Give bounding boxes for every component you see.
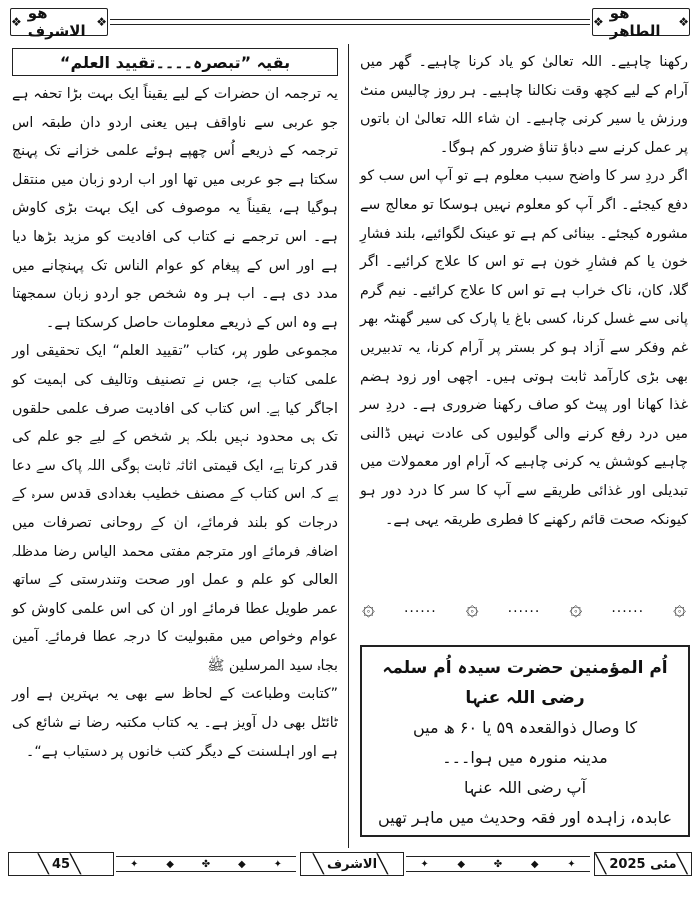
paragraph: مجموعی طور پر، کتاب ”تقیید العلم“ ایک تحقیقی اور علمی کتاب ہے، جس نے تصنیف وتالیف کی اہمیت کو اجاگر کیا ہے۔ اس کتاب کی افادیت صرف علمی حلقوں تک ہی محدود نہیں بلکہ ہر شخص کے لیے جو علم کی قدر کرتا ہے، ایک قیمتی اثاثہ ثابت ہوگی اللہ پاک سے دعا ہے کہ اس کتاب کے مصنف خطیب بغدادی قدس سرہ کے درجات کو بلند فرمائے، ان کے روحانی تصرفات میں اضافہ فرمائے اور مترجم مفتی محمد الیاس رضا مدظلہ العالی کو علم و عمل اور صحت وتندرستی کے ساتھ عمر طویل عطا فرمائے اور ان کی اس علمی کاوش کو عوام وخواص میں مقبولیت کا درجہ عطا فرمائے۔ آمین بجاہ سید المرسلین ﷺ <box>12 343 338 674</box>
issue-date-box <box>594 852 692 876</box>
info-box-line: آپ رضی اللہ عنہا <box>463 778 587 797</box>
ornament-icon: ✦ <box>273 858 283 870</box>
info-box-line: کا وصال ذوالقعدہ ۵۹ یا ۶۰ ھ میں <box>412 718 638 737</box>
page-header <box>10 4 690 40</box>
info-box <box>360 645 690 837</box>
dots: ...... <box>611 600 645 616</box>
header-double-rule <box>110 19 590 25</box>
issue-date: مئی 2025 <box>609 856 677 872</box>
column-divider <box>348 44 349 848</box>
slash-ornament: ╲ <box>37 853 49 875</box>
rosette-icon: ۞ <box>569 595 583 621</box>
paragraph: یہ ترجمہ ان حضرات کے لیے یقیناً ایک بہت بڑا تحفہ ہے جو عربی سے ناواقف ہیں یعنی اردو دان طبقہ اس ترجمہ کے ذریعے اُس چھپے ہوئے علمی خزانے تک پہنچ سکتا ہے جو عربی میں تھا اور اب اردو زبان میں منتقل ہوگیا ہے، یقیناً یہ موصوف کی ایک بہت بڑی کاوش ہے۔ اس ترجمے نے کتاب کی افادیت کو مزید بڑھا دیا ہے اور اس کے پیغام کو عوام الناس تک پہنچانے میں مدد دی ہے۔ اب ہر وہ شخص جو اردو زبان سمجھتا ہے وہ اس کے ذریعے معلومات حاصل کرسکتا ہے۔ <box>12 86 338 331</box>
page-number-box <box>8 852 114 876</box>
dots: ...... <box>507 600 541 616</box>
page-number: 45 <box>51 856 71 872</box>
ornament-icon: ❖ <box>11 15 22 29</box>
ornament-icon: ◆ <box>530 858 539 870</box>
ornament-icon: ✦ <box>567 858 576 870</box>
ornament-icon: ◆ <box>166 858 174 870</box>
footer-ornament-rule <box>406 856 590 872</box>
rosette-icon: ۞ <box>465 595 479 621</box>
ornament-icon: ✤ <box>201 858 211 870</box>
magazine-name-box <box>300 852 404 876</box>
rosette-icon: ۞ <box>362 595 375 621</box>
header-right-title: ھو الطاھر <box>609 4 661 40</box>
paragraph: اگر دردِ سر کا واضح سبب معلوم ہے تو آپ اس سب کو دفع کیجئے۔ اگر آپ کو معلوم نہیں ہوسکا تو معالج سے مشورہ کیجئے۔ بینائی کم ہے تو عینک لگوائیے، بلند فشارِ خون یا کم فشارِ خون ہے تو اس کا علاج کرائیے۔ اگر گلا، کان، ناک خراب ہے تو اس کا علاج کرائیے۔ نیم گرم پانی سے غسل کرنا، کسی باغ یا پارک کی سیر گھنٹہ بھر غم وفکر سے آزاد ہو کر بستر پر آرام کرنا، یہ تدبیریں بھی بڑی کارآمد ثابت ہوتی ہیں۔ اچھی اور زود ہضم غذا کھانا اور پیٹ کو صاف رکھنا ضروری ہے۔ دردِ سر میں درد رفع کرنے والی گولیوں کی عادت نہیں ڈالنی چاہیے کوشش یہ کرنی چاہیے کہ آرام اور معمولات میں تبدیلی اور غذائی طریقے سے آپ کا سر کا درد دور ہو کیونکہ صحت قائم رکھنے کا فطری طریقہ یہی ہے۔ <box>360 168 688 528</box>
ornament-icon: ✦ <box>129 858 139 870</box>
header-left-title: ھو الاشرف <box>27 4 86 40</box>
ornament-icon: ✤ <box>493 858 503 870</box>
info-box-line: عابدہ، زاہدہ اور فقہ وحدیث میں ماہر تھیں <box>378 808 672 827</box>
rosette-icon: ۞ <box>673 595 686 621</box>
ornament-icon: ❖ <box>96 15 107 29</box>
ornament-icon: ❖ <box>593 15 604 29</box>
ornament-icon: ✦ <box>420 858 429 870</box>
ornament-icon: ❖ <box>678 15 689 29</box>
paragraph: رکھنا چاہیے۔ اللہ تعالیٰ کو یاد کرنا چاہیے۔ گھر میں آرام کے لیے کچھ وقت نکالنا چاہیے۔ ہر روز چالیس منٹ ورزش یا سیر کرنی چاہیے۔ ان شاء اللہ تعالیٰ ان باتوں پر عمل کرنے سے دباؤ تناؤ ضرور کم ہوگا۔ <box>360 54 688 156</box>
left-column <box>12 48 338 766</box>
info-box-line: اُم المؤمنین حضرت سیدہ اُم سلمہ رضی اللہ عنہا <box>382 658 668 708</box>
right-column <box>360 48 688 534</box>
header-right-box <box>592 4 690 40</box>
magazine-name: الاشرف <box>326 856 378 872</box>
ornament-divider <box>362 594 686 622</box>
slash-ornament: ╲ <box>312 853 324 875</box>
ornament-icon: ◆ <box>457 858 466 870</box>
slash-ornament: ╲ <box>70 853 81 875</box>
slash-ornament: ╲ <box>377 853 388 875</box>
footer-ornament-rule <box>116 856 296 872</box>
slash-ornament: ╲ <box>676 853 688 875</box>
info-box-line: مدینہ منورہ میں ہوا۔۔۔ <box>442 748 608 767</box>
header-left-box <box>10 4 108 40</box>
page-footer <box>8 852 692 878</box>
ornament-icon: ◆ <box>238 858 246 870</box>
dots: ...... <box>403 600 437 616</box>
article-title: بقیہ ”تبصرہ۔۔۔۔تقیید العلم“ <box>12 48 338 76</box>
paragraph: ”کتابت وطباعت کے لحاظ سے بھی یہ بہترین ہے اور ٹائٹل بھی دل آویز ہے۔ یہ کتاب مکتبہ رضا نے شائع کی ہے اور اہلسنت کے دیگر کتب خانوں پر دستیاب ہے“۔ <box>12 686 338 760</box>
slash-ornament: ╲ <box>595 853 607 875</box>
